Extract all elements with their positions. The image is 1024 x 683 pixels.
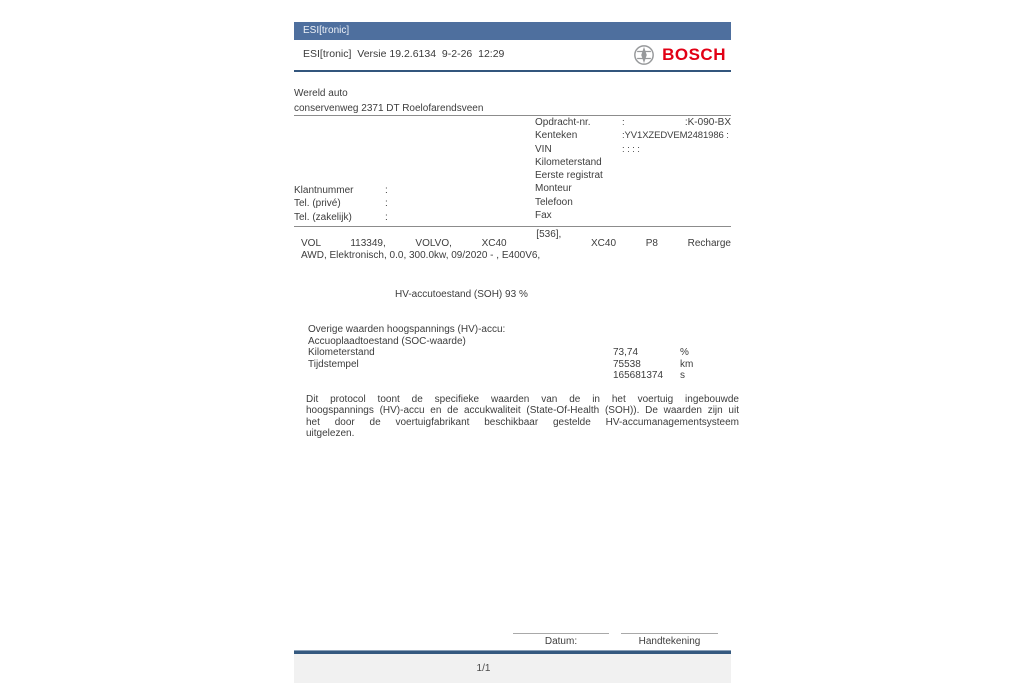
field-row — [294, 184, 494, 197]
value-number: 73,74 — [613, 347, 639, 359]
field-row — [535, 209, 731, 222]
field-value — [622, 182, 731, 195]
field-row — [535, 143, 731, 156]
field-row — [294, 211, 494, 224]
values-title: Overige waarden hoogspannings (HV)-accu: — [308, 324, 506, 335]
field-value: : : : : — [622, 143, 640, 155]
vehicle-description-line2: AWD, Elektronisch, 0.0, 300.0kw, 09/2020 - , E400V6, — [301, 249, 541, 261]
field-label: Kilometerstand — [535, 156, 602, 168]
signature-label: Handtekening — [638, 636, 701, 647]
header-rule — [294, 70, 731, 72]
value-number: 165681374 — [613, 370, 664, 382]
brand-wordmark: BOSCH — [662, 45, 726, 64]
field-separator: : — [385, 198, 388, 210]
field-label: VIN — [535, 143, 552, 155]
field-separator: : — [385, 185, 388, 196]
value-label: Tijdstempel — [308, 358, 359, 370]
field-value — [622, 209, 731, 222]
vehicle-trim: XC40 P8 Recharge — [591, 238, 731, 249]
order-info-block — [535, 116, 731, 222]
value-row — [308, 359, 731, 371]
field-label: Tel. (zakelijk) — [294, 211, 352, 223]
field-label: Opdracht-nr. — [535, 117, 591, 128]
customer-info-block — [294, 184, 494, 224]
field-value: :YV1XZEDVEM2481986 : — [622, 130, 729, 142]
vehicle-make-model: VOL 113349, VOLVO, XC40 — [301, 238, 507, 249]
field-value: : — [622, 117, 625, 128]
disclaimer-line: uitgelezen. — [306, 428, 355, 440]
field-value — [622, 156, 731, 169]
title-bar-label: ESI[tronic] — [303, 25, 350, 36]
value-unit: km — [680, 358, 694, 370]
customer-name: Wereld auto — [294, 88, 348, 99]
brand-logo — [633, 44, 726, 66]
field-value-right: :K-090-BX — [684, 117, 731, 128]
value-number: 75538 — [613, 358, 641, 370]
date-signature-field — [513, 633, 609, 647]
field-label: Telefoon — [535, 196, 573, 208]
value-number — [613, 336, 680, 348]
field-row — [535, 182, 731, 195]
value-label — [308, 370, 613, 382]
section-rule — [294, 226, 731, 227]
title-bar — [294, 22, 731, 40]
date-label: Datum: — [544, 636, 578, 647]
disclaimer-line: het door de voertuigfabrikant beschikbaar gestelde HV-accumanagementsysteem — [306, 416, 739, 428]
vehicle-description-line1 — [301, 229, 731, 250]
field-value — [622, 196, 731, 209]
value-unit: s — [680, 370, 685, 382]
value-row — [308, 336, 731, 348]
field-row — [535, 116, 731, 129]
field-separator: : — [385, 211, 388, 223]
disclaimer-line: hoogspannings (HV)-accu en de accukwaliteit (State-Of-Health (SOH)). De waarden zijn uit — [306, 405, 739, 417]
value-unit — [680, 336, 731, 348]
bosch-armature-icon — [633, 44, 655, 66]
value-label: Kilometerstand — [308, 347, 375, 359]
field-label: Eerste registrat — [535, 170, 603, 182]
document-column — [294, 0, 739, 683]
disclaimer-line: Dit protocol toont de specifieke waarden van de in het voertuig ingebouwde — [306, 394, 739, 405]
field-label: Tel. (privé) — [294, 198, 341, 210]
value-unit: % — [680, 347, 689, 359]
customer-address: conservenweg 2371 DT Roelofarendsveen — [294, 103, 484, 114]
field-label: Kenteken — [535, 130, 578, 142]
field-value — [622, 169, 731, 182]
field-label: Fax — [535, 210, 552, 222]
footer-band — [294, 654, 731, 683]
disclaimer-paragraph — [306, 394, 739, 440]
vehicle-ref-code: [536], — [536, 229, 562, 240]
field-row — [535, 129, 731, 142]
value-label: Accuoplaadtoestand (SOC-waarde) — [308, 335, 466, 347]
version-line: ESI[tronic] Versie 19.2.6134 9-2-26 12:29 — [303, 48, 505, 60]
field-row — [294, 197, 494, 210]
value-row — [308, 370, 731, 382]
field-row — [535, 156, 731, 169]
field-row — [535, 169, 731, 182]
page-number: 1/1 — [476, 663, 491, 674]
soh-heading: HV-accutoestand (SOH) 93 % — [395, 289, 528, 300]
value-row — [308, 347, 731, 359]
field-row — [535, 196, 731, 209]
hv-values-block — [308, 324, 731, 382]
signature-field — [621, 633, 718, 647]
field-label: Klantnummer — [294, 185, 354, 196]
field-label: Monteur — [535, 183, 572, 195]
